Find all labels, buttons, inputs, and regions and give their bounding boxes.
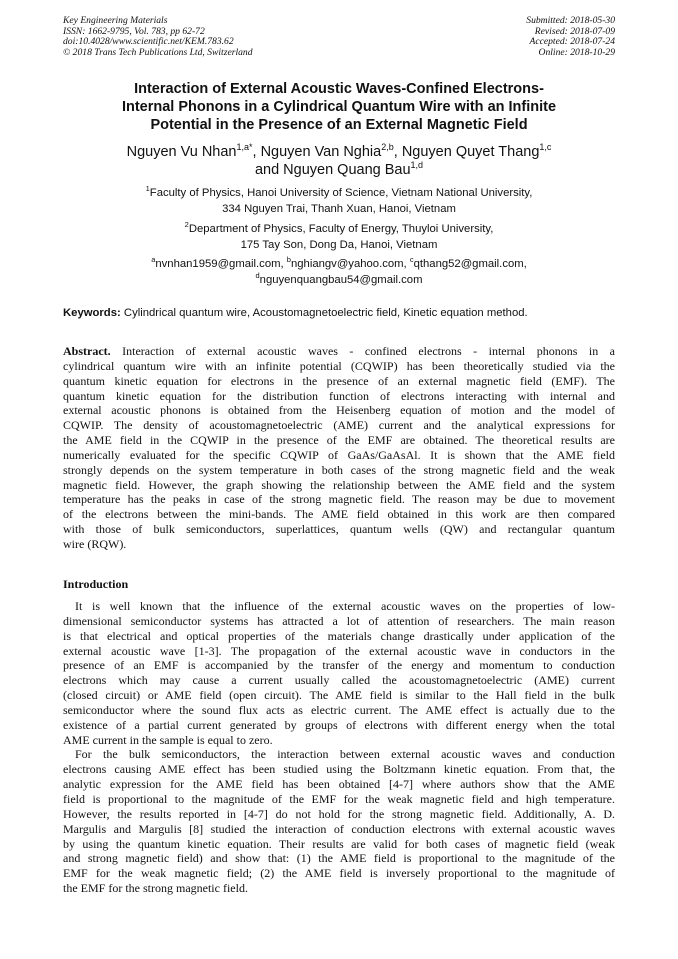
author-emails [60, 256, 618, 288]
abstract-line: magnetic field. However, the graph showing the relationship between the AME field and the system [63, 477, 615, 492]
publication-dates [526, 16, 615, 58]
issn-line: ISSN: 1662-9795, Vol. 783, pp 62-72 [63, 25, 205, 37]
intro-line: existence of a partial current generated by groups of electrons with different energy when the total [63, 717, 615, 732]
intro-line: and strong magnetic field) and show that: (1) the AME field is proportional to the magnitude of the [63, 851, 615, 866]
section-heading: Introduction [63, 577, 129, 591]
abstract-line: strongly depends on the system temperature in both cases of the strong magnetic field and the weak [63, 462, 615, 477]
abstract-line: of the electrons between the mini-bands. The AME field obtained in this work are then compared [63, 507, 615, 522]
author-affil: 1,a* [236, 142, 253, 152]
intro-line: analytic expression for the AME field has been obtained [4-7] where authors show that the AME [63, 777, 615, 792]
abstract-line: the AME field in the CQWIP in the presence of the EMF are obtained. The theoretical results are [63, 433, 615, 448]
abstract-text: Interaction of external acoustic waves - confined electrons - internal phonons in a [122, 344, 615, 358]
email-link[interactable]: nvnhan1959@gmail.com, [155, 258, 284, 270]
abstract-label: Abstract. [63, 344, 111, 358]
affil-text: Department of Physics, Faculty of Energy, Thuyloi University, [188, 223, 494, 235]
author-affil: 2,b [381, 142, 394, 152]
intro-line: field is proportional to the magnitude of the EMF for the weak magnetic field and high temperature. [63, 791, 615, 806]
intro-line: However, the results reported in [4-7] do not hold for the strong magnetic field. Additionally, A. D. [63, 806, 615, 821]
intro-line: For the bulk semiconductors, the interaction between external acoustic waves and conduction [75, 747, 615, 762]
email-link[interactable]: nghiangv@yahoo.com, [290, 258, 407, 270]
abstract-line [63, 344, 615, 359]
abstract-line: with those of bulk semiconductors, superlattices, quantum wells (QW) and rectangular quantum [63, 522, 615, 537]
revised-date: Revised: 2018-07-09 [534, 25, 615, 37]
author-name: Nguyen Quyet Thang [401, 144, 540, 160]
abstract-line: quantum kinetic equation for the distribution function of electrons interacting with internal and [63, 388, 615, 403]
keywords-label: Keywords: [63, 307, 121, 319]
intro-line: external acoustic wave [1-3]. The propagation of the external acoustic wave in conductors in the [63, 643, 615, 658]
author-affil: 1,d [410, 160, 424, 170]
intro-line: by using the quantum kinetic equation. Their results are valid for both cases of magnetic field (weak [63, 836, 615, 851]
paper-title [60, 80, 618, 134]
email-marker: c [409, 255, 414, 264]
affil-address: 175 Tay Son, Dong Da, Hanoi, Vietnam [240, 239, 438, 251]
introduction-text [63, 599, 615, 896]
title-line: Potential in the Presence of an External Magnetic Field [150, 117, 528, 133]
abstract-line: external acoustic phonons is obtained from the Heisenberg equation of motion and the model of [63, 403, 615, 418]
intro-line: dimensional semiconductor systems has attracted a lot of attention of researchers. The main reason [63, 613, 615, 628]
journal-name: Key Engineering Materials [63, 15, 168, 26]
doi-line: doi:10.4028/www.scientific.net/KEM.783.62 [63, 36, 234, 48]
email-link[interactable]: qthang52@gmail.com, [413, 258, 527, 270]
journal-info [63, 16, 253, 58]
abstract-line: CQWIP. The density of acoustomagnetoelectric (AME) current and the analytical expressions for [63, 418, 615, 433]
affiliation-2 [60, 221, 618, 253]
intro-line: It is well known that the influence of the external acoustic waves on the properties of low- [75, 599, 615, 613]
author-name: Nguyen Van Nghia [260, 144, 382, 160]
author-name: Nguyen Quang Bau [283, 162, 411, 178]
copyright-line: © 2018 Trans Tech Publications Ltd, Switzerland [63, 46, 253, 58]
online-date: Online: 2018-10-29 [538, 46, 615, 58]
intro-line: the EMF for the strong magnetic field. [63, 881, 248, 896]
intro-line: is that electrical and optical properties of the materials change drastically under application of the [63, 628, 615, 643]
title-line: Internal Phonons in a Cylindrical Quantum Wire with an Infinite [121, 99, 557, 115]
intro-line: (closed circuit) or AME field (open circuit). The AME field is similar to the Hall field in the bulk [63, 688, 615, 703]
author-affil: 1,c [539, 142, 552, 152]
abstract [63, 344, 615, 552]
affil-text: Faculty of Physics, Hanoi University of Science, Vietnam National University, [149, 187, 533, 199]
email-marker: b [286, 255, 291, 264]
author-conjunction: and [254, 162, 280, 178]
affil-address: 334 Nguyen Trai, Thanh Xuan, Hanoi, Vietnam [222, 203, 456, 215]
abstract-line: wire (RQW). [63, 536, 127, 551]
intro-line: semiconductor where the sound flux acts as electric current. The AME effect is actually due to the [63, 702, 615, 717]
abstract-line: quantum kinetic equation for electrons in the presence of an external magnetic field (EMF). The [63, 373, 615, 388]
keywords [63, 305, 615, 321]
submitted-date: Submitted: 2018-05-30 [526, 15, 615, 26]
intro-line: presence of an EMF is accompanied by the transfer of the energy and momentum to conduction [63, 658, 615, 673]
intro-line: AME current in the sample is equal to zero. [63, 732, 273, 747]
author-line: Nguyen Vu Nhan$^{1,a*}$, Nguyen Van Nghia$^{2,b}$, Nguyen Quyet Thang$^{1,c}$ [126, 142, 552, 160]
email-link[interactable]: nguyenquangbau54@gmail.com [259, 274, 423, 286]
intro-line: electrons which may cause a current usually called the acoustomagnetoelectric (AME) current [63, 673, 615, 688]
author-line [60, 161, 618, 179]
email-marker: a [151, 255, 156, 264]
abstract-line: temperature has the peaks in case of the strong magnetic field. The reason may be due to movement [63, 492, 615, 507]
accepted-date: Accepted: 2018-07-24 [529, 36, 615, 48]
abstract-line: numerically evaluated for the specific CQWIP of GaAs/GaAsAl. It is shown that the AME field [63, 447, 615, 462]
email-marker: d [255, 271, 260, 280]
affil-marker: 2 [184, 220, 189, 229]
affiliation-1 [60, 185, 618, 217]
abstract-line: cylindrical quantum wire with an infinite potential (CQWIP) has been theoretically studied via the [63, 358, 615, 373]
affil-marker: 1 [145, 184, 150, 193]
title-line: Interaction of External Acoustic Waves-Confined Electrons- [134, 81, 544, 97]
author-list [60, 143, 618, 179]
intro-line: Margulis and Margulis [8] studied the interaction of conduction electrons with external acoustic waves [63, 821, 615, 836]
keywords-text: Cylindrical quantum wire, Acoustomagnetoelectric field, Kinetic equation method. [123, 307, 528, 319]
intro-line: electrons causing AME effect has been studied using the Boltzmann kinetic equation. From that, the [63, 762, 615, 777]
intro-line: EMF for the weak magnetic field; (2) the AME field is inversely proportional to the magnitude of [63, 866, 615, 881]
author-name: Nguyen Vu Nhan [126, 144, 237, 160]
